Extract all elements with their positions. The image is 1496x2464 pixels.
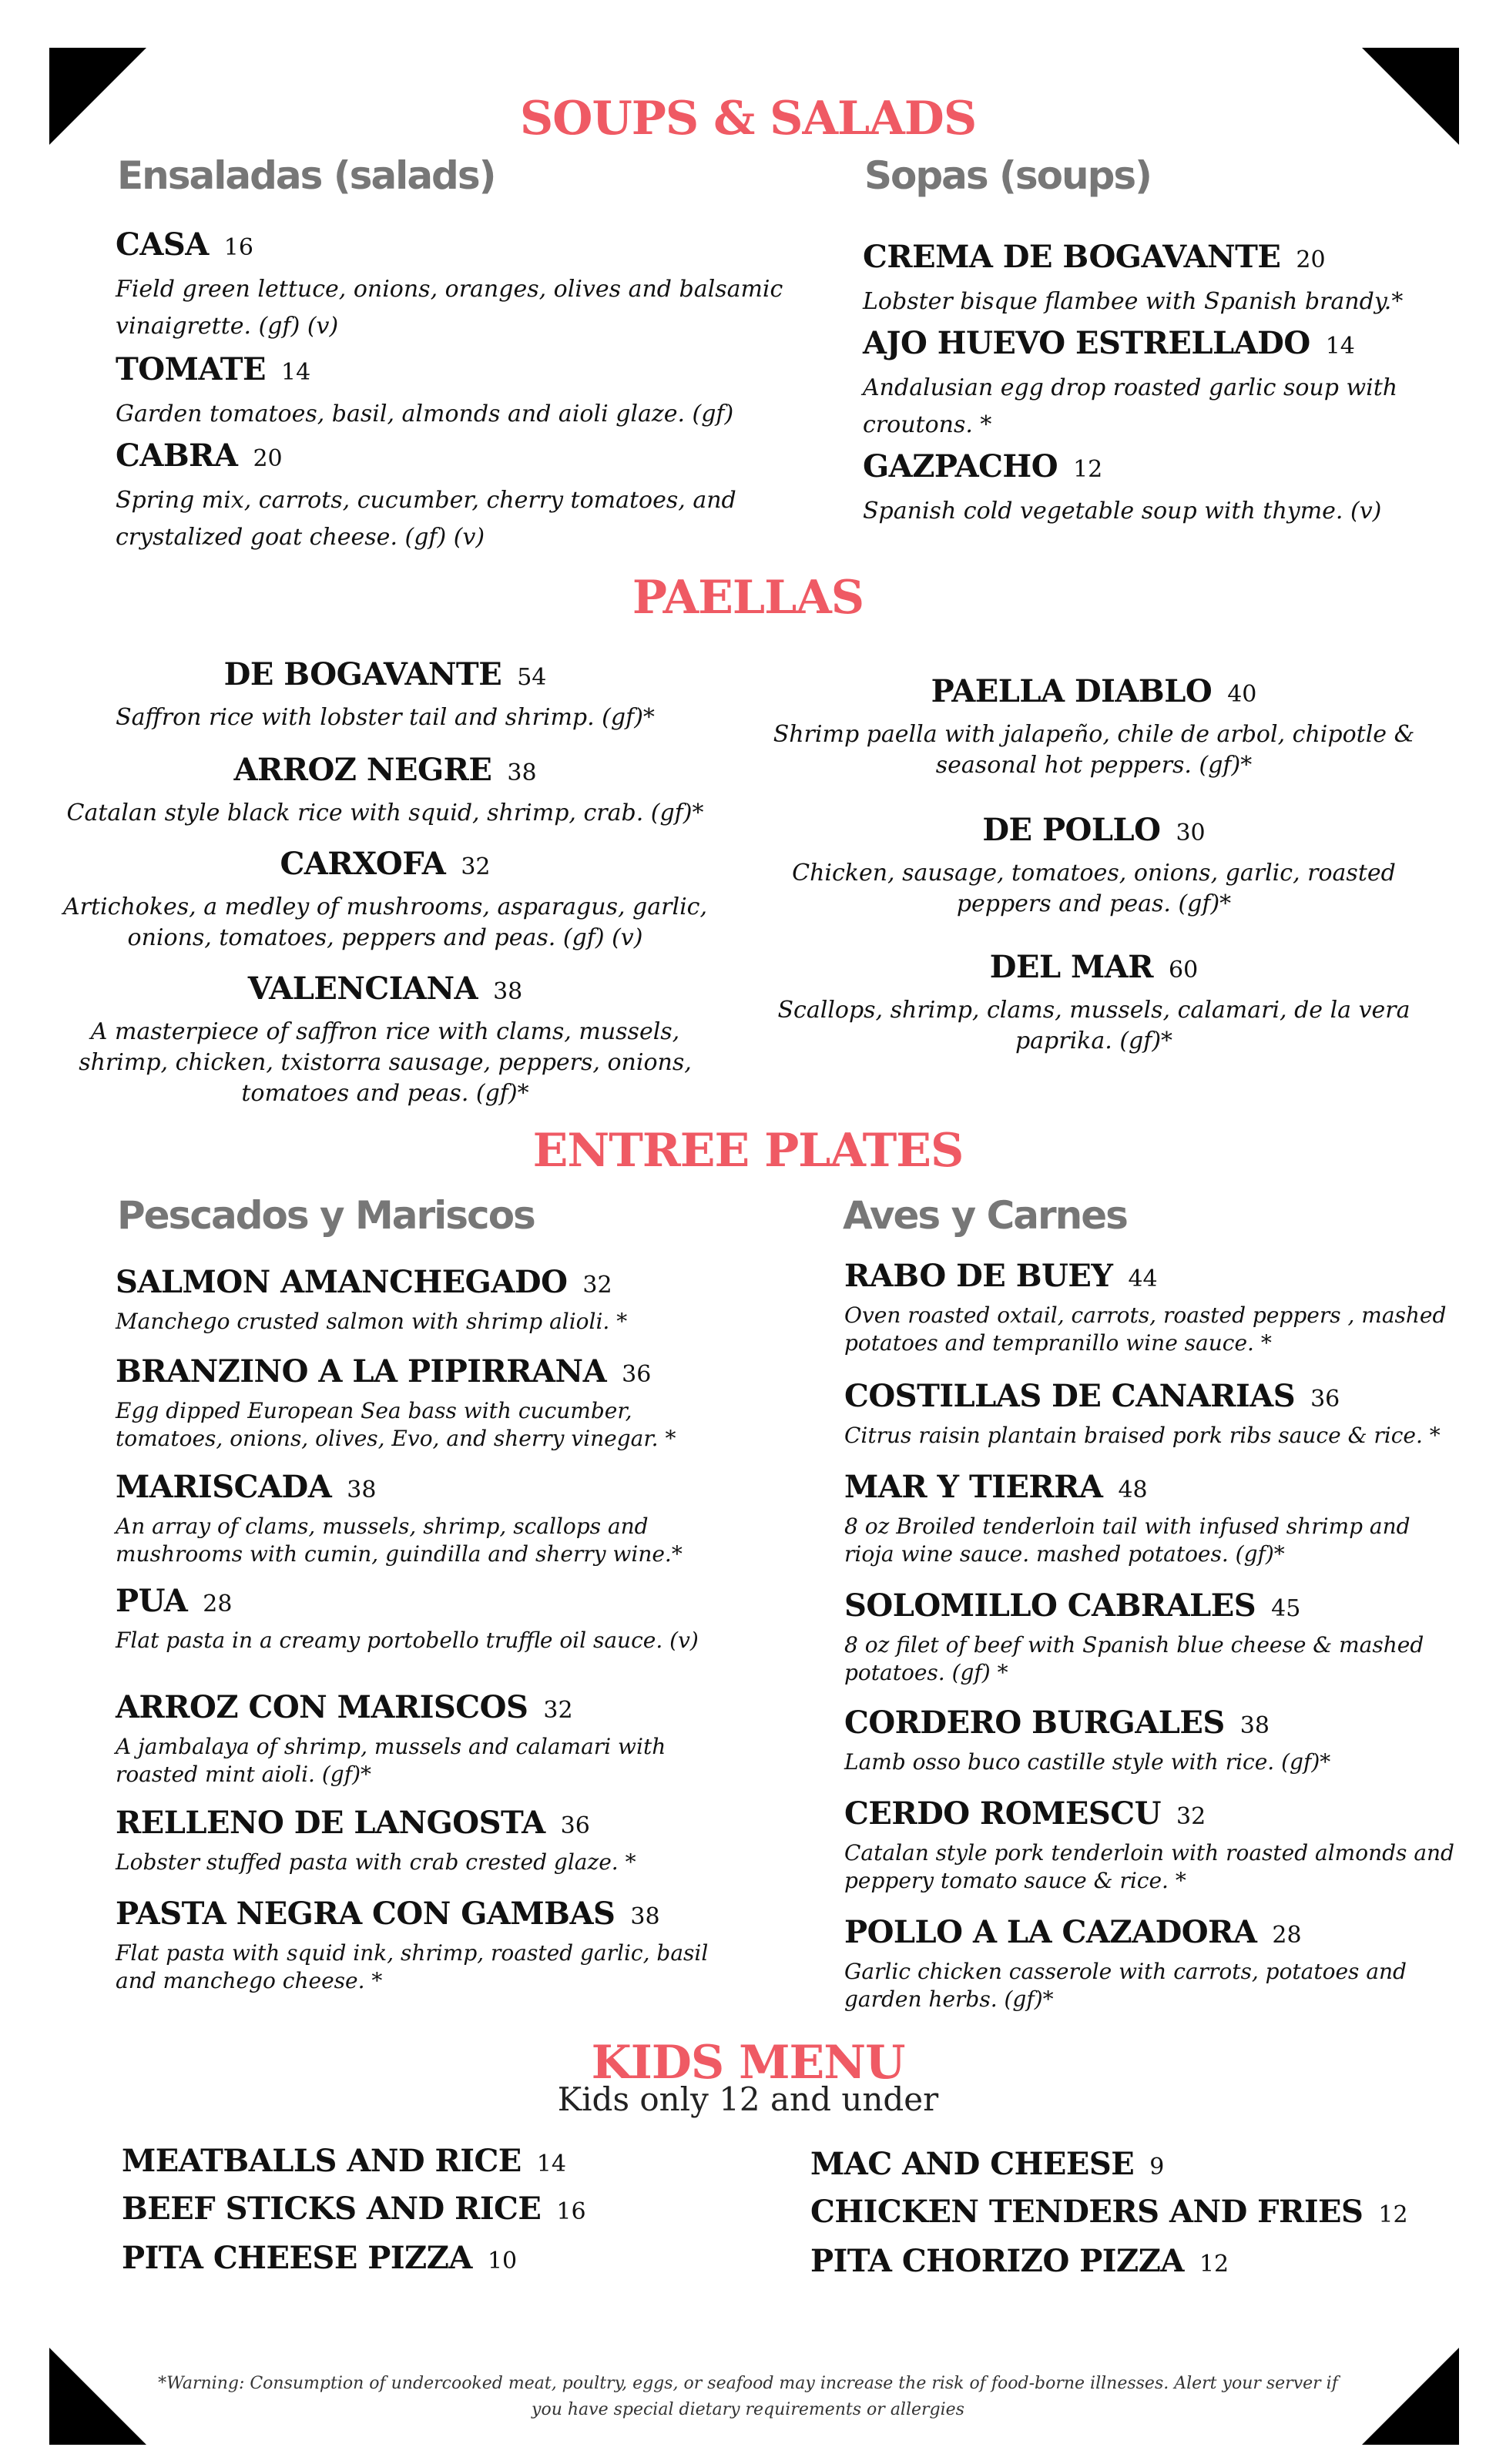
salad-item-casa	[116, 225, 793, 345]
kids-item-chicken-tenders-and-fries	[810, 2191, 1408, 2240]
item-description: Scallops, shrimp, clams, mussels, calamari, de la vera paprika. (gf)*	[777, 997, 1410, 1054]
item-price: 32	[543, 1697, 573, 1724]
paella-item-de-pollo	[755, 809, 1433, 920]
item-description: Catalan style pork tenderloin with roasted almonds and peppery tomato sauce & rice. *	[844, 1840, 1454, 1893]
item-price: 38	[493, 978, 523, 1005]
item-description: Garlic chicken casserole with carrots, potatoes and garden herbs. (gf)*	[844, 1959, 1407, 2012]
paella-item-paella-diablo	[755, 670, 1433, 781]
item-price: 48	[1118, 1477, 1148, 1504]
kids-item-mac-and-cheese	[810, 2143, 1164, 2192]
item-price: 12	[1378, 2201, 1408, 2228]
item-description: Oven roasted oxtail, carrots, roasted peppers , mashed potatoes and tempranillo wine sauce. *	[844, 1302, 1447, 1356]
item-price: 32	[1176, 1803, 1206, 1830]
item-description: An array of clams, mussels, shrimp, scallops and mushrooms with cumin, guindilla and sherry wine.*	[116, 1514, 683, 1567]
item-name: ARROZ NEGRE	[233, 752, 492, 788]
kids-menu-subtitle: Kids only 12 and under	[557, 2080, 939, 2118]
item-price: 20	[1296, 246, 1326, 273]
item-description: Spring mix, carrots, cucumber, cherry tomatoes, and crystalized goat cheese. (gf) (v)	[116, 487, 736, 551]
meat-heading: Aves y Carnes	[843, 1193, 1127, 1238]
item-price: 16	[556, 2198, 586, 2225]
item-price: 38	[507, 759, 537, 786]
item-price: 28	[1272, 1922, 1302, 1949]
item-description: Chicken, sausage, tomatoes, onions, garlic, roasted peppers and peas. (gf)*	[792, 860, 1396, 917]
paella-item-arroz-negre	[62, 749, 709, 829]
food-safety-warning: *Warning: Consumption of undercooked meat, poultry, eggs, or seafood may increase the risk of food-borne illnesses. Alert your server if you have special dietary requirements or allergies	[158, 2374, 1338, 2419]
item-description: Lobster bisque flambee with Spanish brandy.*	[863, 288, 1404, 315]
item-description: Garden tomatoes, basil, almonds and aioli glaze. (gf)	[116, 401, 734, 427]
item-description: Flat pasta in a creamy portobello truffle oil sauce. (v)	[116, 1628, 699, 1653]
item-name: MAC AND CHEESE	[810, 2146, 1135, 2182]
paella-item-carxofa	[62, 843, 709, 954]
entree-item-mar-y-tierra	[844, 1468, 1461, 1568]
section-title-entree-plates: ENTREE PLATES	[532, 1124, 964, 1178]
item-price: 38	[630, 1903, 660, 1930]
item-price: 10	[487, 2248, 518, 2275]
item-name: TOMATE	[116, 351, 266, 387]
salads-heading: Ensaladas (salads)	[117, 153, 495, 198]
salad-item-cabra	[116, 436, 793, 556]
item-price: 44	[1128, 1266, 1158, 1292]
item-name: PITA CHORIZO PIZZA	[810, 2243, 1184, 2279]
item-name: DEL MAR	[989, 949, 1154, 985]
item-name: MAR Y TIERRA	[844, 1469, 1103, 1505]
item-price: 36	[622, 1361, 652, 1388]
item-price: 36	[1310, 1386, 1340, 1413]
paella-item-del-mar	[755, 946, 1433, 1057]
corner-decoration-bottom-right	[1362, 2348, 1459, 2445]
item-price: 40	[1227, 681, 1257, 708]
item-description: Egg dipped European Sea bass with cucumber, tomatoes, onions, olives, Evo, and sherry vinegar. *	[116, 1398, 676, 1451]
item-name: VALENCIANA	[247, 971, 478, 1007]
fish-heading: Pescados y Mariscos	[117, 1193, 535, 1238]
item-description: Field green lettuce, onions, oranges, olives and balsamic vinaigrette. (gf) (v)	[116, 276, 783, 340]
item-name: POLLO A LA CAZADORA	[844, 1914, 1257, 1950]
item-name: MEATBALLS AND RICE	[122, 2143, 522, 2179]
item-description: Lobster stuffed pasta with crab crested glaze. *	[116, 1849, 636, 1875]
kids-item-pita-cheese-pizza	[122, 2237, 517, 2286]
entree-item-solomillo-cabrales	[844, 1587, 1461, 1687]
kids-item-pita-chorizo-pizza	[810, 2240, 1229, 2289]
item-price: 30	[1176, 820, 1206, 846]
item-description: Citrus raisin plantain braised pork ribs sauce & rice. *	[844, 1423, 1441, 1448]
item-name: CERDO ROMESCU	[844, 1795, 1161, 1832]
item-name: ARROZ CON MARISCOS	[116, 1689, 528, 1725]
item-name: RABO DE BUEY	[844, 1258, 1113, 1294]
item-description: 8 oz Broiled tenderloin tail with infused shrimp and rioja wine sauce. mashed potatoes. (gf)*	[844, 1514, 1410, 1567]
corner-decoration-bottom-left	[49, 2348, 146, 2445]
item-description: A masterpiece of saffron rice with clams, mussels, shrimp, chicken, txistorra sausage, peppers, onions, tomatoes and peas. (gf)*	[79, 1018, 692, 1107]
item-price: 60	[1169, 957, 1199, 984]
item-name: PUA	[116, 1583, 188, 1619]
entree-item-cerdo-romescu	[844, 1795, 1461, 1895]
section-title-paellas: PAELLAS	[632, 571, 864, 625]
item-price: 20	[253, 445, 283, 472]
item-description: A jambalaya of shrimp, mussels and calamari with roasted mint aioli. (gf)*	[116, 1734, 666, 1787]
item-price: 12	[1073, 456, 1103, 483]
item-price: 28	[203, 1591, 233, 1618]
item-name: COSTILLAS DE CANARIAS	[844, 1378, 1296, 1414]
item-description: Catalan style black rice with squid, shrimp, crab. (gf)*	[66, 800, 704, 826]
item-description: Spanish cold vegetable soup with thyme. (v)	[863, 498, 1382, 525]
item-price: 16	[223, 234, 253, 261]
section-title-kids-menu: KIDS MENU	[591, 2036, 905, 2090]
item-price: 9	[1149, 2154, 1165, 2181]
item-description: Artichokes, a medley of mushrooms, asparagus, garlic, onions, tomatoes, peppers and peas. (gf) (v)	[62, 893, 707, 951]
entree-item-salmon-amanchegado	[116, 1263, 732, 1336]
entree-item-pua	[116, 1582, 732, 1654]
item-description: Andalusian egg drop roasted garlic soup with croutons. *	[863, 374, 1398, 438]
item-name: PASTA NEGRA CON GAMBAS	[116, 1896, 616, 1932]
item-description: Lamb osso buco castille style with rice. (gf)*	[844, 1749, 1331, 1775]
entree-item-pasta-negra	[116, 1895, 732, 1995]
item-price: 14	[1325, 333, 1355, 360]
entree-item-rabo-de-buey	[844, 1257, 1461, 1357]
item-price: 14	[536, 2151, 566, 2177]
item-price: 54	[517, 664, 547, 691]
section-title-soups-salads: SOUPS & SALADS	[519, 92, 977, 146]
soup-item-gazpacho	[863, 447, 1417, 530]
kids-item-meatballs-and-rice	[122, 2140, 566, 2189]
item-description: Shrimp paella with jalapeño, chile de arbol, chipotle & seasonal hot peppers. (gf)*	[773, 721, 1415, 779]
entree-item-pollo-a-la-cazadora	[844, 1913, 1461, 2013]
item-name: PAELLA DIABLO	[931, 673, 1213, 709]
soup-item-ajo-huevo-estrellado	[863, 324, 1417, 444]
item-price: 32	[461, 853, 491, 880]
item-description: 8 oz filet of beef with Spanish blue cheese & mashed potatoes. (gf) *	[844, 1632, 1424, 1685]
item-name: AJO HUEVO ESTRELLADO	[863, 325, 1310, 361]
item-price: 38	[347, 1477, 377, 1504]
item-name: CORDERO BURGALES	[844, 1705, 1225, 1741]
item-description: Flat pasta with squid ink, shrimp, roasted garlic, basil and manchego cheese. *	[116, 1940, 709, 1993]
item-name: SOLOMILLO CABRALES	[844, 1587, 1256, 1624]
item-name: CREMA DE BOGAVANTE	[863, 239, 1281, 275]
item-name: BEEF STICKS AND RICE	[122, 2191, 542, 2227]
item-name: SALMON AMANCHEGADO	[116, 1264, 568, 1300]
item-price: 32	[582, 1272, 612, 1299]
item-name: BRANZINO A LA PIPIRRANA	[116, 1353, 607, 1390]
item-name: DE POLLO	[982, 812, 1161, 848]
item-name: CARXOFA	[280, 846, 446, 882]
item-description: Manchego crusted salmon with shrimp alioli. *	[116, 1309, 628, 1334]
item-name: RELLENO DE LANGOSTA	[116, 1805, 545, 1841]
paella-item-valenciana	[62, 967, 709, 1109]
entree-item-arroz-con-mariscos	[116, 1688, 732, 1788]
item-name: GAZPACHO	[863, 448, 1058, 484]
entree-item-costillas-de-canarias	[844, 1377, 1461, 1450]
item-name: MARISCADA	[116, 1469, 332, 1505]
entree-item-relleno-de-langosta	[116, 1804, 732, 1876]
item-name: PITA CHEESE PIZZA	[122, 2240, 472, 2276]
item-price: 36	[560, 1812, 590, 1839]
item-name: DE BOGAVANTE	[223, 656, 502, 692]
item-price: 12	[1199, 2251, 1229, 2278]
salad-item-tomate	[116, 350, 793, 433]
paella-item-de-bogavante	[62, 653, 709, 733]
soup-item-crema-de-bogavante	[863, 237, 1417, 320]
item-name: CHICKEN TENDERS AND FRIES	[810, 2194, 1364, 2230]
item-name: CABRA	[116, 437, 238, 474]
item-description: Saffron rice with lobster tail and shrimp. (gf)*	[116, 704, 655, 731]
item-name: CASA	[116, 226, 209, 263]
item-price: 45	[1271, 1595, 1301, 1622]
kids-item-beef-sticks-and-rice	[122, 2187, 586, 2237]
entree-item-branzino	[116, 1353, 732, 1453]
entree-item-cordero-burgales	[844, 1704, 1461, 1776]
item-price: 38	[1239, 1712, 1270, 1739]
entree-item-mariscada	[116, 1468, 732, 1568]
item-price: 14	[281, 359, 311, 386]
soups-heading: Sopas (soups)	[864, 153, 1152, 198]
